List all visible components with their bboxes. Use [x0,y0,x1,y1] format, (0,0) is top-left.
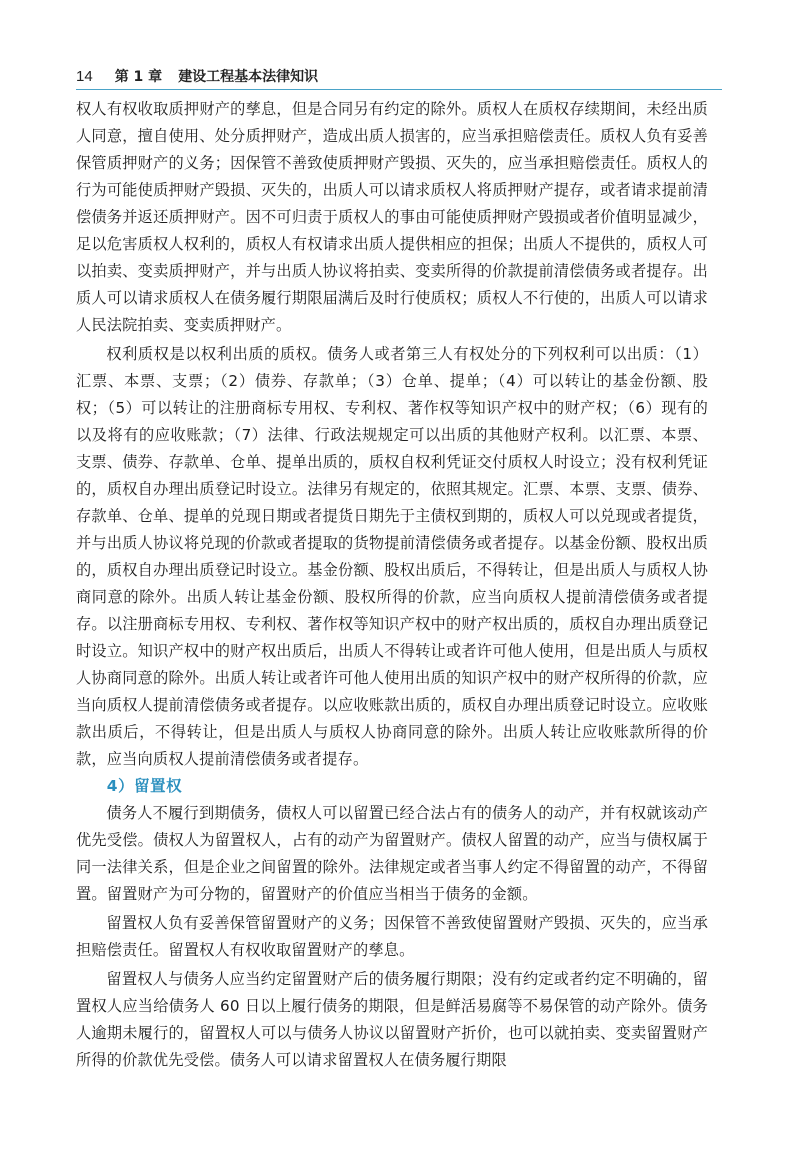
paragraph-right-pledge: 权利质权是以权利出质的质权。债务人或者第三人有权处分的下列权利可以出质：（1）汇票、本票、支票；（2）债券、存款单；（3）仓单、提单；（4）可以转让的基金份额、股权；（5）可以转让的注册商标专用权、专利权、著作权等知识产权中的财产权；（6）现有的以及将有的应收账款；（7）法律、行政法规规定可以出质的其他财产权利。以汇票、本票、支票、债券、存款单、仓单、提单出质的，质权自权利凭证交付质权人时设立；没有权利凭证的，质权自办理出质登记时设立。法律另有规定的，依照其规定。汇票、本票、支票、债券、存款单、仓单、提单的兑现日期或者提货日期先于主债权到期的，质权人可以兑现或者提货，并与出质人协议将兑现的价款或者提取的货物提前清偿债务或者提存。以基金份额、股权出质的，质权自办理出质登记时设立。基金份额、股权出质后，不得转让，但是出质人与质权人协商同意的除外。出质人转让基金份额、股权所得的价款，应当向质权人提前清偿债务或者提存。以注册商标专用权、专利权、著作权等知识产权中的财产权出质的，质权自办理出质登记时设立。知识产权中的财产权出质后，出质人不得转让或者许可他人使用，但是出质人与质权人协商同意的除外。出质人转让或者许可他人使用出质的知识产权中的财产权所得的价款，应当向质权人提前清偿债务或者提存。以应收账款出质的，质权自办理出质登记时设立。应收账款出质后，不得转让，但是出质人与质权人协商同意的除外。出质人转让应收账款所得的价款，应当向质权人提前清偿债务或者提存。 [76,345,708,768]
page-number: 14 [76,67,93,85]
body-text [76,96,708,1074]
paragraph-lien-2: 留置权人负有妥善保管留置财产的义务；因保管不善致使留置财产毁损、灭失的，应当承担赔偿责任。留置权人有权收取留置财产的孳息。 [76,914,708,959]
chapter-title: 建设工程基本法律知识 [178,69,319,85]
paragraph-pledge-continued: 权人有权收取质押财产的孳息，但是合同另有约定的除外。质权人在质权存续期间，未经出质人同意，擅自使用、处分质押财产，造成出质人损害的，应当承担赔偿责任。质权人负有妥善保管质押财产的义务；因保管不善致使质押财产毁损、灭失的，应当承担赔偿责任。质权人的行为可能使质押财产毁损、灭失的，出质人可以请求质权人将质押财产提存，或者请求提前清偿债务并返还质押财产。因不可归责于质权人的事由可能使质押财产毁损或者价值明显减少，足以危害质权人权利的，质权人有权请求出质人提供相应的担保；出质人不提供的，质权人可以拍卖、变卖质押财产，并与出质人协议将拍卖、变卖所得的价款提前清偿债务或者提存。出质人可以请求质权人在债务履行期限届满后及时行使质权；质权人不行使的，出质人可以请求人民法院拍卖、变卖质押财产。 [76,100,708,334]
paragraph-lien-3: 留置权人与债务人应当约定留置财产后的债务履行期限；没有约定或者约定不明确的，留置权人应当给债务人 60 日以上履行债务的期限，但是鲜活易腐等不易保管的动产除外。债务人逾期未履行的，留置权人可以与债务人协议以留置财产折价，也可以就拍卖、变卖留置财产所得的价款优先受偿。债务人可以请求留置权人在债务履行期限 [76,970,708,1069]
chapter-label: 第 1 章 [114,69,163,85]
section-heading-lien: 4）留置权 [106,777,183,795]
paragraph-lien-1: 债务人不履行到期债务，债权人可以留置已经合法占有的债务人的动产，并有权就该动产优先受偿。债权人为留置权人，占有的动产为留置财产。债权人留置的动产，应当与债权属于同一法律关系，但是企业之间留置的除外。法律规定或者当事人约定不得留置的动产，不得留置。留置财产为可分物的，留置财产的价值应当相当于债务的金额。 [76,804,708,903]
running-header [76,64,722,88]
header-divider [76,89,722,90]
